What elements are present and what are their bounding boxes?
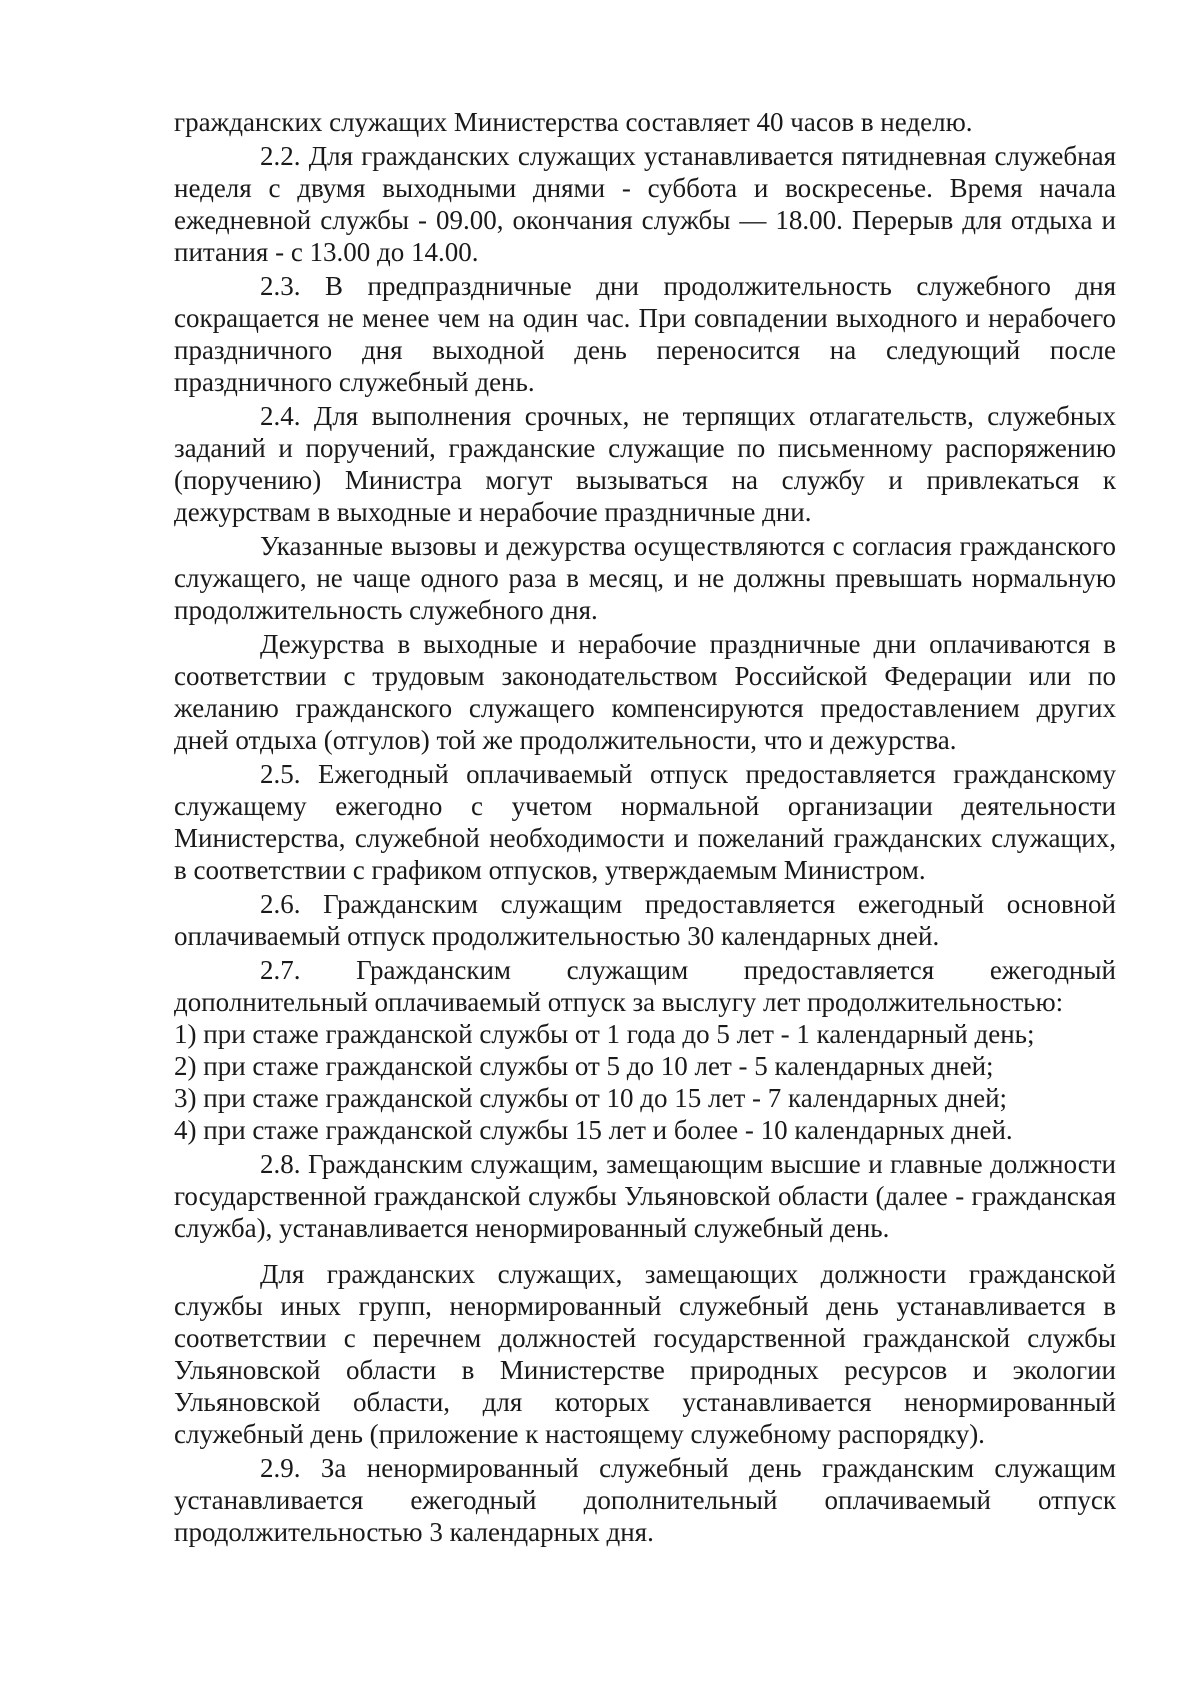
paragraph-other-positions: Для гражданских служащих, замещающих должности гражданской службы иных групп, ненормированный служебный день устанавливается в соответствии с перечнем должностей государственной гражданской службы Ульяновской области в Министерстве природных ресурсов и экологии Ульяновской области, для которых устанавливается ненормированный служебный день (приложение к настоящему служебному распорядку).	[174, 1259, 1116, 1449]
paragraph-duty-payment: Дежурства в выходные и нерабочие праздничные дни оплачиваются в соответствии с трудовым законодательством Российской Федерации или по желанию гражданского служащего компенсируются предоставлением других дней отдыха (отгулов) той же продолжительности, что и дежурства.	[174, 629, 1116, 755]
paragraph-2-3: 2.3. В предпраздничные дни продолжительность служебного дня сокращается не менее чем на один час. При совпадении выходного и нерабочего праздничного дня выходной день переносится на следующий после праздничного служебный день.	[174, 271, 1116, 397]
paragraph-2-7: 2.7. Гражданским служащим предоставляется ежегодный дополнительный оплачиваемый отпуск за выслугу лет продолжительностью:	[174, 955, 1116, 1017]
list-item-4: 4) при стаже гражданской службы 15 лет и более - 10 календарных дней.	[174, 1115, 1013, 1145]
document-body	[174, 106, 1116, 1548]
paragraph-2-9: 2.9. За ненормированный служебный день гражданским служащим устанавливается ежегодный дополнительный оплачиваемый отпуск продолжительностью 3 календарных дня.	[174, 1453, 1116, 1547]
list-item-1: 1) при стаже гражданской службы от 1 года до 5 лет - 1 календарный день;	[174, 1019, 1035, 1049]
paragraph-2-5: 2.5. Ежегодный оплачиваемый отпуск предоставляется гражданскому служащему ежегодно с учетом нормальной организации деятельности Министерства, служебной необходимости и пожеланий гражданских служащих, в соответствии с графиком отпусков, утверждаемым Министром.	[174, 759, 1116, 885]
list-item-2: 2) при стаже гражданской службы от 5 до 10 лет - 5 календарных дней;	[174, 1051, 994, 1081]
paragraph-2-8: 2.8. Гражданским служащим, замещающим высшие и главные должности государственной гражданской службы Ульяновской области (далее - гражданская служба), устанавливается ненормированный служебный день.	[174, 1149, 1116, 1243]
paragraph-2-2: 2.2. Для гражданских служащих устанавливается пятидневная служебная неделя с двумя выходными днями - суббота и воскресенье. Время начала ежедневной службы - 09.00, окончания службы — 18.00. Перерыв для отдыха и питания - с 13.00 до 14.00.	[174, 141, 1116, 267]
paragraph-duty-calls: Указанные вызовы и дежурства осуществляются с согласия гражданского служащего, не чаще одного раза в месяц, и не должны превышать нормальную продолжительность служебного дня.	[174, 531, 1116, 625]
list-item-3: 3) при стаже гражданской службы от 10 до 15 лет - 7 календарных дней;	[174, 1083, 1008, 1113]
paragraph-2-4: 2.4. Для выполнения срочных, не терпящих отлагательств, служебных заданий и поручений, гражданские служащие по письменному распоряжению (поручению) Министра могут вызываться на службу и привлекаться к дежурствам в выходные и нерабочие праздничные дни.	[174, 401, 1116, 527]
paragraph-2-6: 2.6. Гражданским служащим предоставляется ежегодный основной оплачиваемый отпуск продолжительностью 30 календарных дней.	[174, 889, 1116, 951]
paragraph-working-hours-end: гражданских служащих Министерства составляет 40 часов в неделю.	[174, 107, 973, 137]
